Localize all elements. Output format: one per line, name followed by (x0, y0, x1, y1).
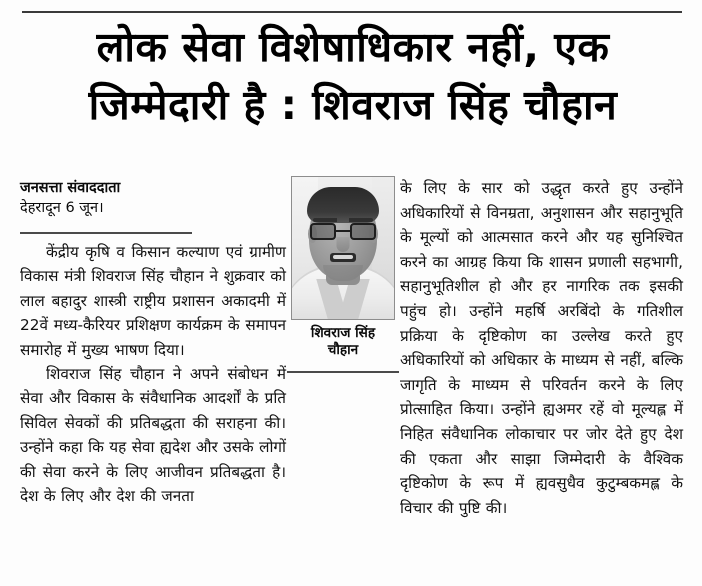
byline-divider-rule (20, 232, 192, 234)
byline-place-date: देहरादून 6 जून। (20, 200, 104, 216)
photo-teeth (333, 255, 353, 259)
top-divider-rule (22, 11, 682, 13)
photo-caption (291, 325, 395, 359)
article-column-1 (20, 240, 286, 508)
photo-lens-right (350, 223, 376, 240)
photo-glasses-bridge (336, 230, 350, 232)
headline-line-1: लोक सेवा विशेषाधिकार नहीं, एक (96, 23, 610, 71)
photo-eyebrows (313, 218, 373, 222)
article-column-2 (400, 176, 683, 520)
paragraph: केंद्रीय कृषि व किसान कल्याण एवं ग्रामीण विकास मंत्री शिवराज सिंह चौहान ने शुक्रवार को लाल बहादुर शास्त्री राष्ट्रीय प्रशासन अकादमी में 22वें मध्य-कैरियर प्रशिक्षण कार्यक्रम के समापन समारोह में मुख्य भाषण दिया। (20, 243, 286, 359)
paragraph: के लिए के सार को उद्धृत करते हुए उन्होंने अधिकारियों से विनम्रता, अनुशासन और सहानुभूति के मूल्यों को आत्मसात करने और यह सुनिश्चित करने का आग्रह किया कि शासन प्रणाली सहभागी, सहानुभूतिशील हो और हर नागरिक तक इसकी पहुंच हो। उन्होंने महर्षि अरबिंदो के गतिशील प्रक्रिया के दृष्टिकोण का उल्लेख करते हुए अधिकारियों को अधिकार के माध्यम से नहीं, बल्कि जागृति के माध्यम से परिवर्तन करने के लिए प्रोत्साहित किया। उन्होंने ह्यअमर रहें वो मूल्यह्ल में निहित संवैधानिक लोकाचार पर जोर देते हुए देश की एकता और साझा जिम्मेदारी के वैश्विक दृष्टिकोण के रूप में ह्यवसुधैव कुटुम्बकमह्ल के विचार की पुष्टि की। (400, 179, 683, 517)
caption-divider-rule (287, 371, 399, 373)
paragraph: शिवराज सिंह चौहान ने अपने संबोधन में सेवा और विकास के संवैधानिक आदर्शों के प्रति सिविल सेवकों की प्रतिबद्धता की सराहना की। उन्होंने कहा कि यह सेवा ह्यदेश और उसके लोगों की सेवा करने के लिए आजीवन प्रतिबद्धता है। देश के लिए और देश की जनता (20, 365, 286, 506)
page-title (22, 18, 684, 134)
byline (20, 178, 200, 219)
article-photo-block (291, 176, 395, 359)
photo-lens-left (310, 223, 336, 240)
portrait-photo (291, 176, 395, 320)
photo-mouth (330, 253, 356, 262)
byline-agency: जनसत्ता संवाददाता (20, 180, 121, 196)
photo-caption-line-1: शिवराज सिंह (310, 325, 376, 341)
photo-nose (337, 237, 350, 252)
photo-caption-line-2: चौहान (327, 342, 359, 358)
headline-line-2: जिम्मेदारी है : शिवराज सिंह चौहान (88, 81, 618, 129)
